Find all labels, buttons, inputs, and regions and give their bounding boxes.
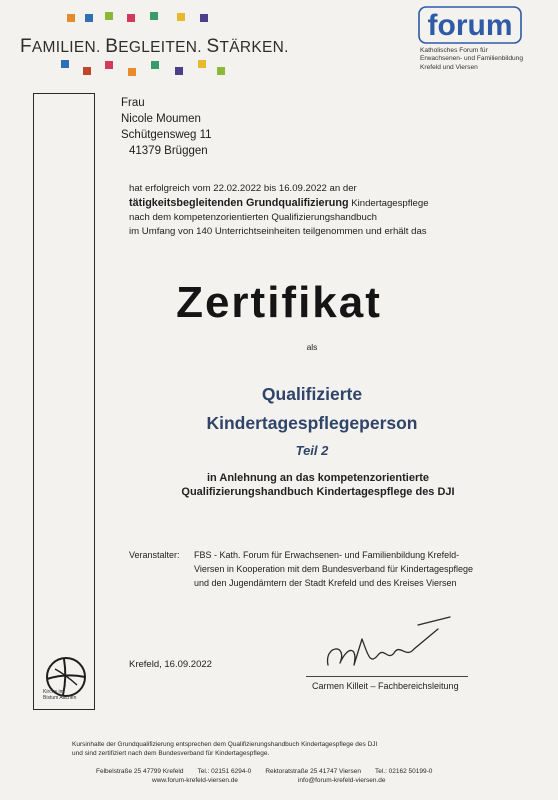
veranstalter-label: Veranstalter:: [129, 550, 180, 560]
signature: [318, 615, 458, 675]
body-text: hat erfolgreich vom 22.02.2022 bis 16.09.2022 an der tätigkeitsbegleitenden Grundqualifizierung Kindertagespflege nach dem kompetenzorientierten Qualifizierungshandbuch im Umfang von 140 Unterrichtseinheiten teilgenommen und erhält das: [129, 183, 429, 237]
als-text: als: [306, 342, 318, 352]
recipient-salutation: Frau: [121, 97, 145, 109]
slogan: [20, 36, 289, 58]
forum-logo: [418, 6, 522, 44]
footer-note: Kursinhalte der Grundqualifizierung entsprechen dem Qualifizierungshandbuch Kindertagespflege des DJI und sind zertifiziert nach dem Bundesverband für Kindertagespflege.: [72, 741, 378, 757]
veranstalter-text: FBS - Kath. Forum für Erwachsenen- und Familienbildung Krefeld- Viersen in Kooperation mit dem Bundesverband für Kindertagespflege und den Jugendämtern der Stadt Krefeld und des Kreises Viersen: [194, 550, 474, 588]
anlehnung-line-1: in Anlehnung an das kompetenzorientierte: [206, 472, 430, 484]
email-link[interactable]: info@forum-krefeld-viersen.de: [297, 777, 386, 784]
recipient-city: 41379 Brüggen: [129, 145, 208, 157]
recipient-street: Schütgensweg 11: [121, 129, 212, 141]
qualification-part: Teil 2: [295, 443, 329, 458]
footer-address: Felbelstraße 25 47799 Krefeld Tel.: 02151 6294-0 Rektoratstraße 25 41747 Viersen Tel.: 02162 50199-0 www.forum-krefeld-viersen.de info@forum-krefeld-viersen.de: [96, 768, 433, 784]
svg-text:forum: forum: [427, 9, 513, 42]
anlehnung-line-2: Qualifizierungshandbuch Kindertagespflege des DJI: [181, 486, 455, 498]
website-link[interactable]: www.forum-krefeld-viersen.de: [152, 777, 238, 784]
place-date: Krefeld, 16.09.2022: [129, 659, 212, 670]
forum-tagline: Katholisches Forum für Erwachsenen- und Familienbildung Krefeld und Viersen: [420, 47, 523, 71]
certificate-title: Zertifikat: [176, 278, 382, 327]
recipient-address: [121, 95, 212, 159]
slogan-word-2: BEGLEITEN.: [105, 36, 207, 57]
qualification-line-1: Qualifizierte: [261, 384, 363, 404]
kirche-logo-text: Kirche im Bistum Aachen: [43, 689, 77, 701]
qualification-line-2: Kindertagespflegeperson: [206, 413, 418, 433]
signatory: Carmen Killeit – Fachbereichsleitung: [312, 681, 459, 691]
recipient-name: Nicole Moumen: [121, 113, 201, 125]
slogan-word-1: FAMILIEN.: [20, 36, 106, 57]
signature-line: [306, 676, 468, 677]
slogan-word-3: STÄRKEN.: [206, 36, 289, 57]
